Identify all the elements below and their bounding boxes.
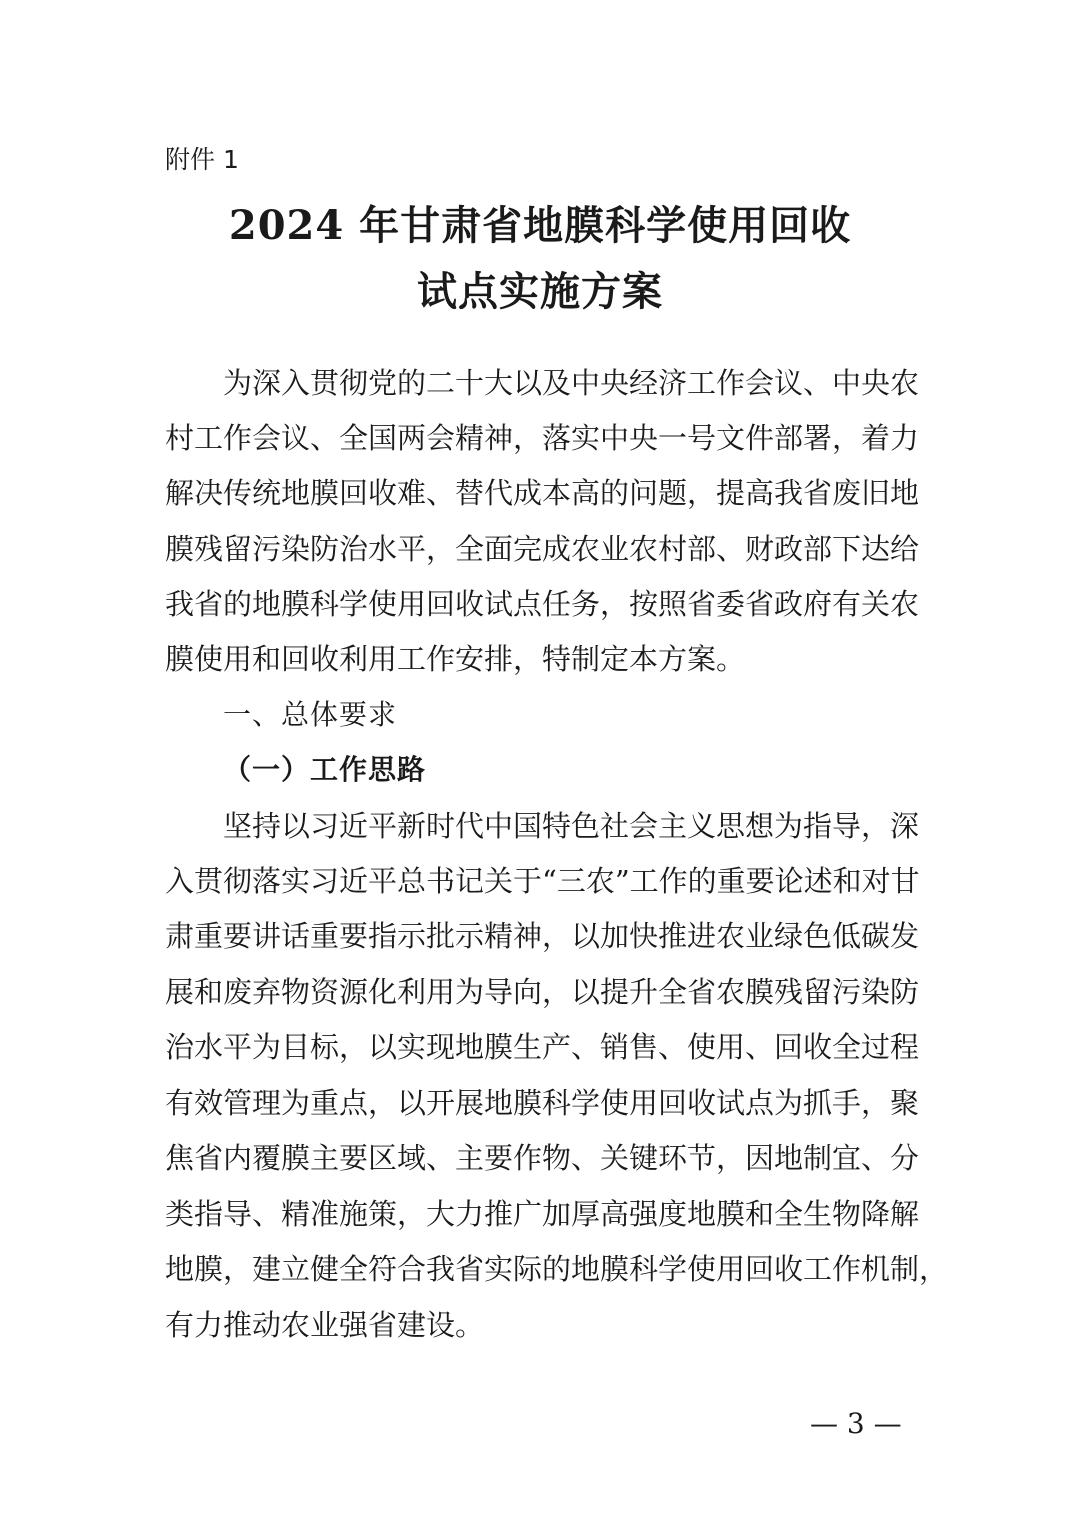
intro-line: 膜使用和回收利用工作安排，特制定本方案。 [165, 642, 746, 676]
intro-line: 我省的地膜科学使用回收试点任务，按照省委省政府有关农 [165, 587, 920, 621]
page-number: — 3 — [810, 1407, 902, 1440]
body-line: 焦省内覆膜主要区域、主要作物、关键环节，因地制宜、分 [165, 1141, 920, 1175]
intro-line: 为深入贯彻党的二十大以及中央经济工作会议、中央农 [223, 366, 920, 400]
body-line: 有效管理为重点，以开展地膜科学使用回收试点为抓手，聚 [165, 1086, 920, 1120]
section-heading: 一、总体要求 [223, 698, 398, 731]
body-line: 肃重要讲话重要指示批示精神，以加快推进农业绿色低碳发 [165, 919, 920, 953]
body-line: 治水平为目标，以实现地膜生产、销售、使用、回收全过程 [165, 1030, 920, 1064]
intro-line: 解决传统地膜回收难、替代成本高的问题，提高我省废旧地 [165, 476, 920, 510]
body-line: 坚持以习近平新时代中国特色社会主义思想为指导，深 [223, 809, 920, 843]
body-line: 展和废弃物资源化利用为导向，以提升全省农膜残留污染防 [165, 975, 920, 1009]
body-line: 有力推动农业强省建设。 [165, 1308, 485, 1342]
subsection-heading: （一）工作思路 [223, 753, 427, 786]
attachment-label: 附件 1 [165, 145, 239, 174]
intro-line: 村工作会议、全国两会精神，落实中央一号文件部署，着力 [165, 421, 920, 455]
intro-line: 膜残留污染防治水平，全面完成农业农村部、财政部下达给 [165, 532, 920, 566]
document-title-line-1: 2024 年甘肃省地膜科学使用回收 [228, 202, 852, 249]
body-line: 地膜，建立健全符合我省实际的地膜科学使用回收工作机制， [165, 1252, 949, 1286]
document-title-line-2: 试点实施方案 [417, 268, 663, 315]
body-line: 类指导、精准施策，大力推广加厚高强度地膜和全生物降解 [165, 1197, 920, 1231]
body-line: 入贯彻落实习近平总书记关于“三农”工作的重要论述和对甘 [165, 864, 920, 898]
